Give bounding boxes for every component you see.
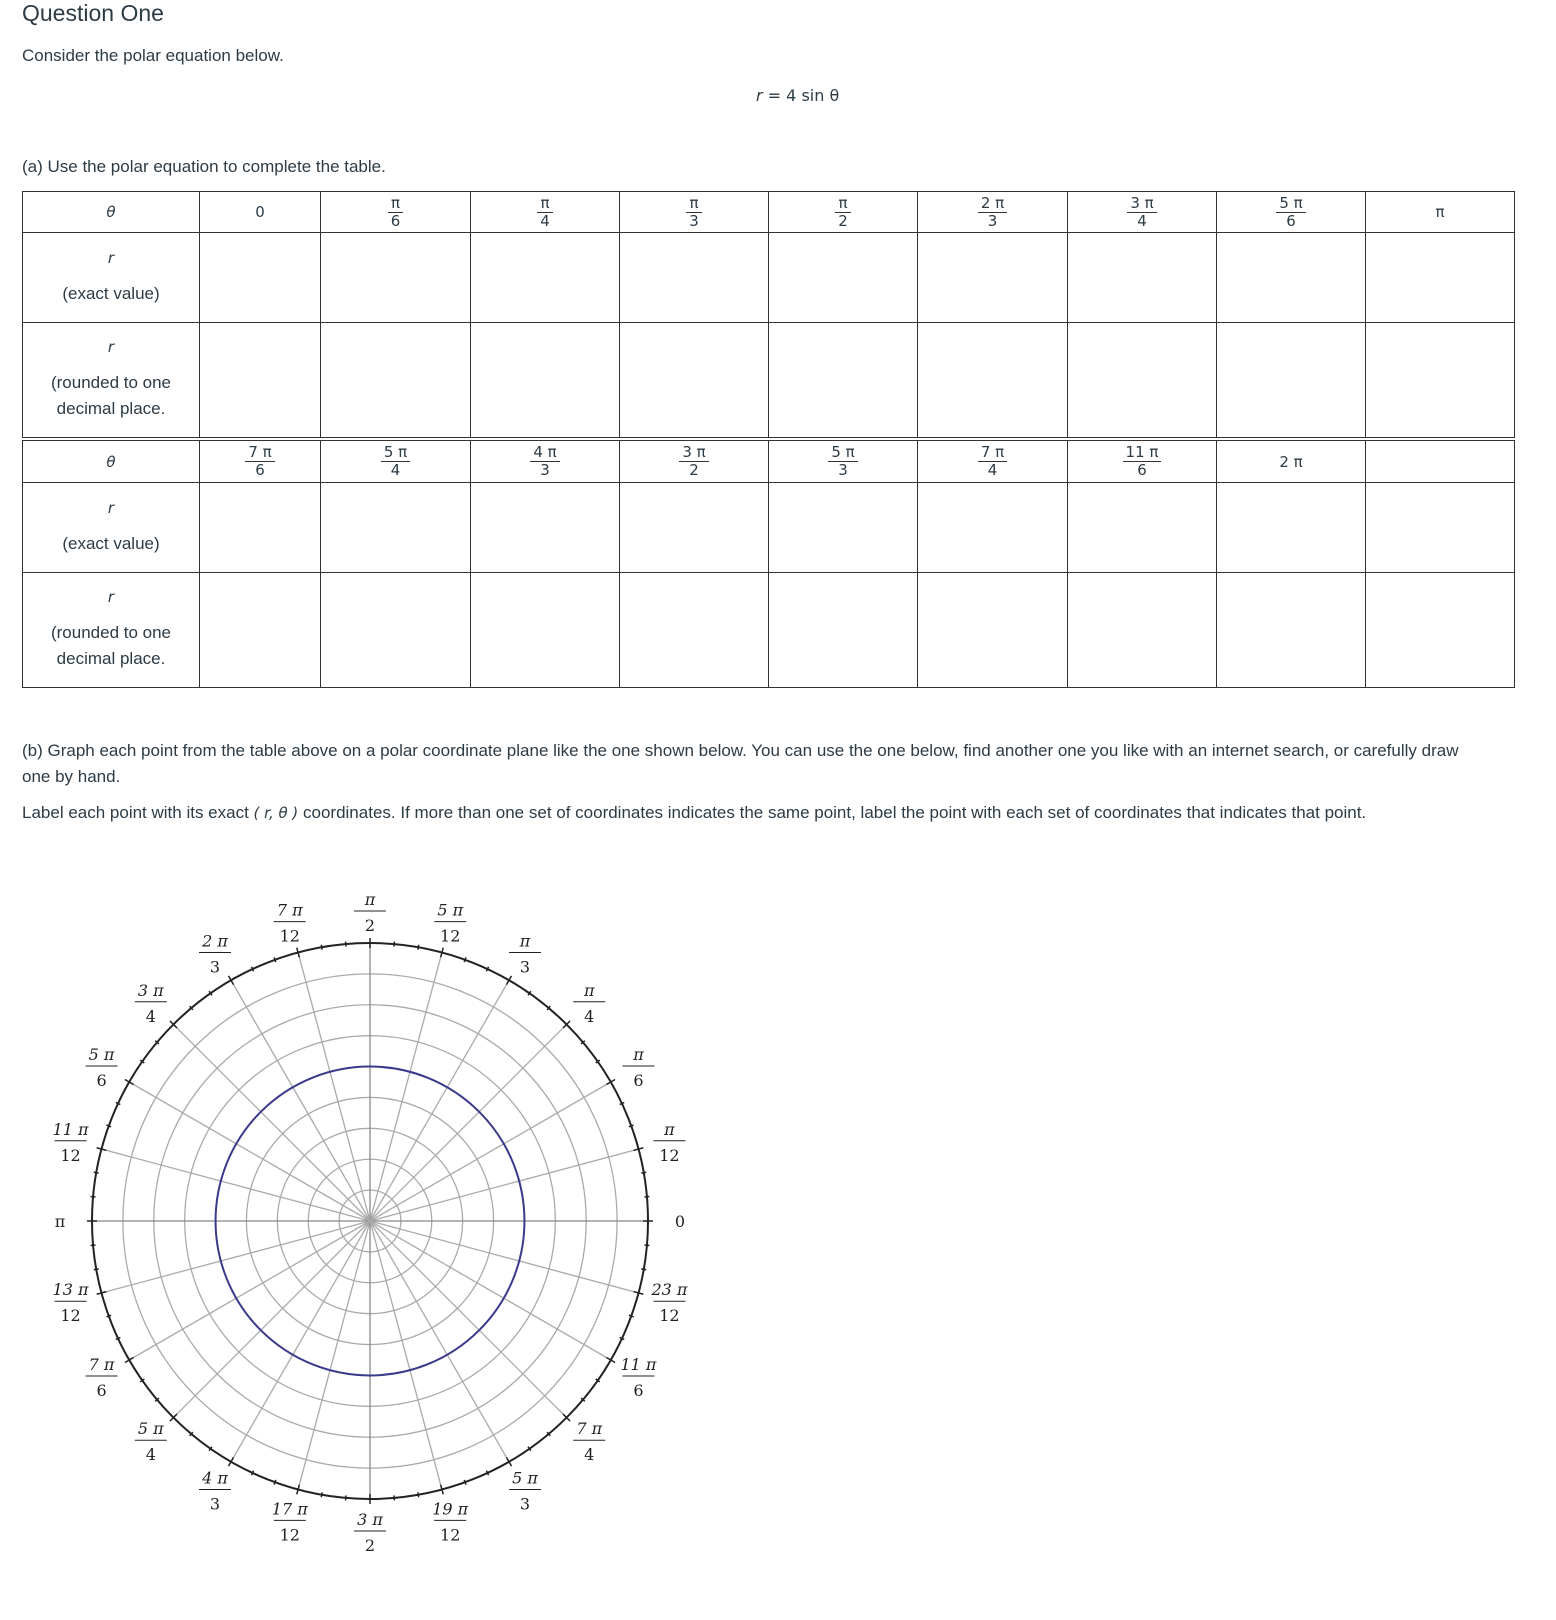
angle-label-numerator: 17 π xyxy=(271,1499,308,1519)
angle-label-denominator: 6 xyxy=(96,1071,107,1090)
grid-spoke xyxy=(370,1221,442,1490)
angle-cell xyxy=(1366,192,1515,233)
grid-spoke xyxy=(298,952,370,1221)
angle-label-denominator: 12 xyxy=(279,1525,300,1545)
answer-cell[interactable] xyxy=(1366,573,1515,688)
answer-cell[interactable] xyxy=(1366,233,1515,323)
answer-cell[interactable] xyxy=(321,233,471,323)
answer-cell[interactable] xyxy=(620,573,769,688)
angle-label-numerator: π xyxy=(664,1119,675,1139)
minor-tick xyxy=(418,1492,419,1497)
angle-label-numerator: 11 π xyxy=(620,1355,657,1374)
equation-equals: = xyxy=(767,86,782,105)
angle-label-numerator: π xyxy=(583,980,595,1000)
angle-cell xyxy=(620,441,769,483)
minor-tick xyxy=(321,945,322,950)
angle-fraction: $\frac{5 \pi}{3}$ xyxy=(828,444,857,479)
angle-cell xyxy=(769,192,918,233)
angle-label-denominator: 12 xyxy=(440,926,461,946)
minor-tick xyxy=(464,957,466,962)
minor-tick xyxy=(629,1315,634,1317)
angle-value: 0 xyxy=(255,203,265,221)
answer-cell[interactable] xyxy=(200,323,321,438)
answer-cell[interactable] xyxy=(1068,483,1217,573)
angle-label-numerator: 19 π xyxy=(432,1499,469,1519)
minor-tick xyxy=(641,1172,646,1173)
grid-spoke xyxy=(101,1221,370,1293)
angle-cell xyxy=(321,441,471,483)
answer-cell[interactable] xyxy=(321,323,471,438)
angle-fraction: $\frac{2 \pi}{3}$ xyxy=(978,195,1007,230)
angle-cell xyxy=(1068,441,1217,483)
angle-label-denominator: 3 xyxy=(519,1494,531,1514)
exact-row xyxy=(23,233,1515,323)
answer-cell[interactable] xyxy=(620,483,769,573)
grid-spoke xyxy=(173,1024,370,1221)
equation-lhs: r xyxy=(756,86,763,105)
angle-cell xyxy=(1217,192,1366,233)
minor-tick xyxy=(486,1471,488,1476)
minor-tick xyxy=(629,1125,634,1127)
part-b-instruction: (b) Graph each point from the table above on a polar coordinate plane like the one shown below. You can use the one below, find another one you like with an internet search, or carefully draw xyxy=(22,741,1459,760)
theta-row xyxy=(23,192,1515,233)
values-table-top xyxy=(22,191,1515,438)
minor-tick xyxy=(486,967,488,972)
angle-label-denominator: 12 xyxy=(279,926,300,946)
angle-label-denominator: 12 xyxy=(659,1306,680,1326)
label-instruction: Label each point with its exact ( r, θ ) coordinates. If more than one set of coordinates indicates the same point, label the point with each set of coordinates that indicates that point. xyxy=(22,803,1367,822)
intro-text: Consider the polar equation below. xyxy=(22,46,284,65)
minor-tick xyxy=(94,1269,99,1270)
angle-label-numerator: 5 π xyxy=(137,1419,164,1439)
angle-cell xyxy=(200,441,321,483)
answer-cell[interactable] xyxy=(471,323,620,438)
angle-label-numerator: 11 π xyxy=(52,1119,89,1139)
angle-cell xyxy=(1217,441,1366,483)
minor-tick xyxy=(464,1480,466,1485)
angle-fraction: $\frac{5 \pi}{4}$ xyxy=(381,444,410,479)
answer-cell[interactable] xyxy=(1217,233,1366,323)
angle-fraction: $\frac{7 \pi}{6}$ xyxy=(245,444,274,479)
grid-spoke xyxy=(370,1149,639,1221)
answer-cell[interactable] xyxy=(471,483,620,573)
minor-tick xyxy=(274,957,276,962)
angle-label-numerator: 7 π xyxy=(88,1355,115,1374)
grid-spoke xyxy=(370,1024,567,1221)
angle-label-numerator: 5 π xyxy=(88,1045,115,1064)
polar-coordinate-plane xyxy=(0,860,760,1620)
minor-tick xyxy=(106,1125,111,1127)
grid-spoke xyxy=(298,1221,370,1490)
angle-label-denominator: 4 xyxy=(145,1006,156,1026)
theta-row xyxy=(23,441,1515,483)
angle-label-denominator: 6 xyxy=(633,1381,644,1400)
angle-label-denominator: 6 xyxy=(96,1381,107,1400)
angle-label-denominator: 12 xyxy=(60,1306,81,1326)
question-title: Question One xyxy=(22,0,164,26)
angle-label-numerator: π xyxy=(519,931,531,951)
equation-rhs: 4 sin θ xyxy=(786,86,840,105)
angle-cell xyxy=(471,192,620,233)
angle-label: 0 xyxy=(674,1212,686,1231)
answer-cell[interactable] xyxy=(200,483,321,573)
answer-cell[interactable] xyxy=(918,233,1068,323)
angle-cell xyxy=(471,441,620,483)
exact-header: r (exact value) xyxy=(23,233,200,323)
minor-tick xyxy=(418,945,419,950)
answer-cell[interactable] xyxy=(769,233,918,323)
minor-tick xyxy=(321,1492,322,1497)
polar-equation xyxy=(756,86,839,105)
answer-cell[interactable] xyxy=(620,233,769,323)
angle-cell xyxy=(1068,192,1217,233)
angle-fraction: $\frac{11 \pi}{6}$ xyxy=(1123,444,1162,479)
angle-label-numerator: 4 π xyxy=(202,1468,228,1488)
angle-label-numerator: 7 π xyxy=(276,900,303,920)
grid-spoke xyxy=(370,1221,567,1418)
exact-header: r (exact value) xyxy=(23,483,200,573)
answer-cell[interactable] xyxy=(918,483,1068,573)
answer-cell[interactable] xyxy=(620,323,769,438)
answer-cell[interactable] xyxy=(1217,573,1366,688)
angle-label-numerator: 2 π xyxy=(202,931,228,951)
minor-tick xyxy=(251,1471,253,1476)
minor-tick xyxy=(620,1102,625,1104)
values-table-bottom xyxy=(22,440,1515,688)
angle-fraction: $\frac{5 \pi}{6}$ xyxy=(1276,195,1305,230)
minor-tick xyxy=(116,1337,121,1339)
grid-spoke xyxy=(370,952,442,1221)
theta-header: θ xyxy=(23,192,200,233)
angle-label-denominator: 3 xyxy=(209,957,221,977)
rounded-row xyxy=(23,323,1515,438)
minor-tick xyxy=(251,967,253,972)
answer-cell[interactable] xyxy=(1366,323,1515,438)
grid-spoke xyxy=(370,1221,639,1293)
answer-cell[interactable] xyxy=(200,233,321,323)
angle-value: π xyxy=(1435,203,1445,221)
answer-cell[interactable] xyxy=(769,573,918,688)
theta-header: θ xyxy=(23,441,200,483)
angle-fraction: $\frac{\pi}{6}$ xyxy=(388,195,404,230)
answer-cell[interactable] xyxy=(1217,323,1366,438)
angle-cell xyxy=(200,192,321,233)
angle-label-numerator: 23 π xyxy=(651,1280,688,1300)
answer-cell[interactable] xyxy=(1366,483,1515,573)
angle-label-denominator: 12 xyxy=(659,1145,680,1165)
angle-cell xyxy=(620,192,769,233)
angle-fraction: $\frac{7 \pi}{4}$ xyxy=(978,444,1007,479)
angle-label-denominator: 2 xyxy=(364,916,376,935)
minor-tick xyxy=(116,1102,121,1104)
answer-cell[interactable] xyxy=(200,573,321,688)
angle-label: π xyxy=(54,1212,66,1231)
angle-label-denominator: 4 xyxy=(145,1445,156,1465)
answer-cell[interactable] xyxy=(1068,573,1217,688)
rounded-row xyxy=(23,573,1515,688)
exact-row xyxy=(23,483,1515,573)
rounded-header: r (rounded to one decimal place. xyxy=(23,323,200,438)
part-a-instruction: (a) Use the polar equation to complete the table. xyxy=(22,157,386,176)
rounded-header: r (rounded to one decimal place. xyxy=(23,573,200,688)
angle-fraction: $\frac{\pi}{4}$ xyxy=(537,195,553,230)
angle-label-numerator: 5 π xyxy=(437,900,464,920)
answer-cell[interactable] xyxy=(321,483,471,573)
answer-cell[interactable] xyxy=(769,483,918,573)
answer-cell[interactable] xyxy=(1217,483,1366,573)
angle-label-denominator: 12 xyxy=(440,1525,461,1545)
angle-label-denominator: 4 xyxy=(584,1006,595,1026)
answer-cell[interactable] xyxy=(471,573,620,688)
angle-cell xyxy=(918,192,1068,233)
minor-tick xyxy=(641,1269,646,1270)
minor-tick xyxy=(274,1480,276,1485)
answer-cell[interactable] xyxy=(1068,233,1217,323)
angle-value: 2 π xyxy=(1279,452,1303,471)
angle-cell xyxy=(321,192,471,233)
angle-label-numerator: 3 π xyxy=(137,980,164,1000)
grid-spoke xyxy=(173,1221,370,1418)
angle-fraction: $\frac{4 \pi}{3}$ xyxy=(530,444,559,479)
minor-tick xyxy=(106,1315,111,1317)
answer-cell[interactable] xyxy=(1068,323,1217,438)
angle-cell xyxy=(769,441,918,483)
minor-tick xyxy=(620,1337,625,1339)
angle-label-numerator: 13 π xyxy=(52,1280,89,1300)
answer-cell[interactable] xyxy=(918,573,1068,688)
answer-cell[interactable] xyxy=(471,233,620,323)
answer-cell[interactable] xyxy=(321,573,471,688)
angle-fraction: $\frac{3 \pi}{2}$ xyxy=(679,444,708,479)
angle-cell xyxy=(1366,441,1515,483)
part-b-instruction-cont: one by hand. xyxy=(22,767,121,786)
angle-fraction: $\frac{\pi}{2}$ xyxy=(835,195,851,230)
answer-cell[interactable] xyxy=(769,323,918,438)
minor-tick xyxy=(94,1172,99,1173)
angle-label-numerator: 5 π xyxy=(512,1468,538,1488)
angle-label-denominator: 12 xyxy=(60,1145,81,1165)
angle-label-denominator: 3 xyxy=(519,957,531,977)
angle-label-numerator: π xyxy=(364,890,376,909)
answer-cell[interactable] xyxy=(918,323,1068,438)
angle-label-numerator: 3 π xyxy=(357,1510,383,1529)
angle-label-denominator: 3 xyxy=(209,1494,221,1514)
angle-label-denominator: 4 xyxy=(584,1445,595,1465)
angle-label-numerator: π xyxy=(633,1045,644,1064)
grid-spoke xyxy=(101,1149,370,1221)
angle-label-denominator: 2 xyxy=(364,1536,376,1555)
angle-cell xyxy=(918,441,1068,483)
angle-fraction: $\frac{3 \pi}{4}$ xyxy=(1127,195,1156,230)
angle-label-numerator: 7 π xyxy=(576,1419,603,1439)
angle-label-denominator: 6 xyxy=(633,1071,644,1090)
angle-fraction: $\frac{\pi}{3}$ xyxy=(686,195,702,230)
